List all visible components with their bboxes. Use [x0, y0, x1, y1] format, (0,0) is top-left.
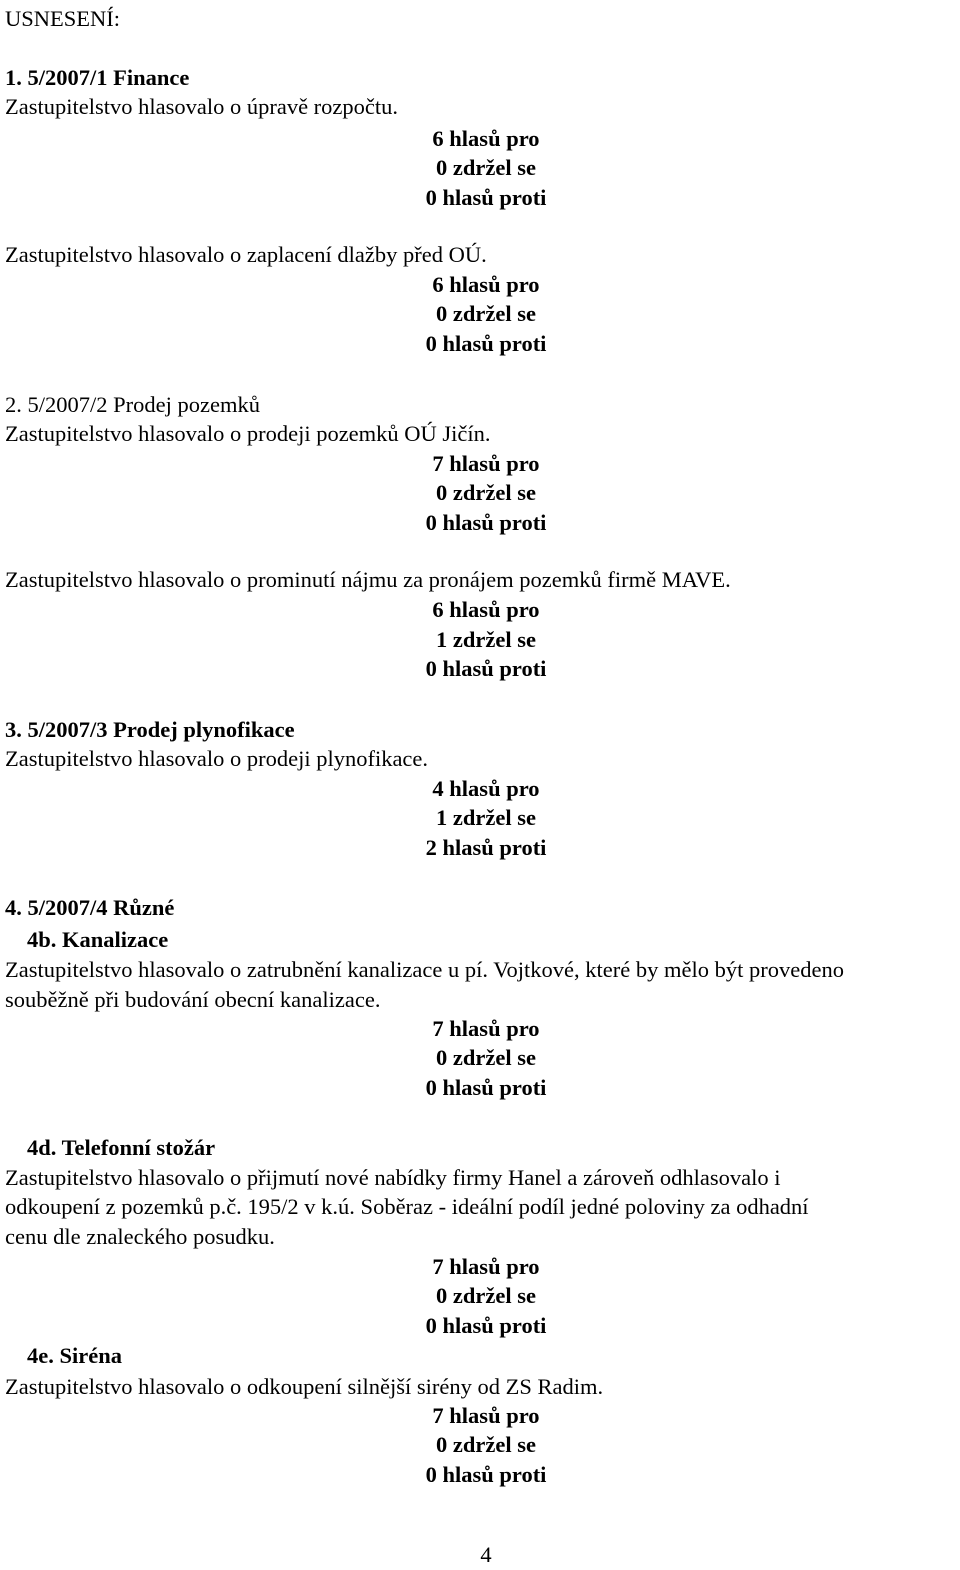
- vote-abstain: 0 zdržel se: [436, 1045, 536, 1070]
- vote-for: 7 hlasů pro: [432, 451, 540, 476]
- vote-against: 0 hlasů proti: [425, 510, 547, 535]
- vote-for: 6 hlasů pro: [432, 126, 540, 151]
- vote-for: 6 hlasů pro: [432, 597, 540, 622]
- vote-for: 6 hlasů pro: [432, 272, 540, 297]
- section-3-title: 3. 5/2007/3 Prodej plynofikace: [5, 717, 295, 742]
- resolution-text: Zastupitelstvo hlasovalo o prominutí nájmu za pronájem pozemků firmě MAVE.: [5, 567, 731, 592]
- vote-for: 7 hlasů pro: [432, 1016, 540, 1041]
- vote-against: 0 hlasů proti: [425, 331, 547, 356]
- vote-abstain: 0 zdržel se: [436, 1283, 536, 1308]
- page-heading: USNESENÍ:: [5, 6, 121, 31]
- resolution-text: Zastupitelstvo hlasovalo o prodeji pozemků OÚ Jičín.: [5, 421, 491, 446]
- resolution-text: Zastupitelstvo hlasovalo o přijmutí nové nabídky firmy Hanel a zároveň odhlasovalo i: [5, 1165, 781, 1190]
- subsection-title: 4e. Siréna: [27, 1343, 122, 1368]
- resolution-text: cenu dle znaleckého posudku.: [5, 1224, 275, 1249]
- resolution-text: souběžně při budování obecní kanalizace.: [5, 987, 381, 1012]
- resolution-text: Zastupitelstvo hlasovalo o zatrubnění kanalizace u pí. Vojtkové, které by mělo být provedeno: [5, 957, 844, 982]
- vote-against: 0 hlasů proti: [425, 1462, 547, 1487]
- resolution-text: Zastupitelstvo hlasovalo o zaplacení dlažby před OÚ.: [5, 242, 487, 267]
- vote-for: 7 hlasů pro: [432, 1254, 540, 1279]
- subsection-title: 4b. Kanalizace: [27, 927, 169, 952]
- vote-abstain: 1 zdržel se: [436, 805, 536, 830]
- section-1-title: 1. 5/2007/1 Finance: [5, 65, 190, 90]
- vote-abstain: 1 zdržel se: [436, 627, 536, 652]
- resolution-text: Zastupitelstvo hlasovalo o prodeji plynofikace.: [5, 746, 429, 771]
- section-4-title: 4. 5/2007/4 Různé: [5, 895, 175, 920]
- vote-against: 0 hlasů proti: [425, 185, 547, 210]
- vote-for: 4 hlasů pro: [432, 776, 540, 801]
- vote-abstain: 0 zdržel se: [436, 301, 536, 326]
- vote-abstain: 0 zdržel se: [436, 1432, 536, 1457]
- vote-abstain: 0 zdržel se: [436, 155, 536, 180]
- section-2-title: 2. 5/2007/2 Prodej pozemků: [5, 392, 260, 417]
- vote-against: 0 hlasů proti: [425, 656, 547, 681]
- resolution-text: Zastupitelstvo hlasovalo o úpravě rozpočtu.: [5, 94, 399, 119]
- resolution-text: odkoupení z pozemků p.č. 195/2 v k.ú. Soběraz - ideální podíl jedné poloviny za odhadní: [5, 1194, 809, 1219]
- resolution-text: Zastupitelstvo hlasovalo o odkoupení silnější sirény od ZS Radim.: [5, 1374, 604, 1399]
- vote-against: 0 hlasů proti: [425, 1075, 547, 1100]
- vote-for: 7 hlasů pro: [432, 1403, 540, 1428]
- vote-abstain: 0 zdržel se: [436, 480, 536, 505]
- vote-against: 0 hlasů proti: [425, 1313, 547, 1338]
- vote-against: 2 hlasů proti: [425, 835, 547, 860]
- page-number: 4: [480, 1542, 492, 1567]
- subsection-title: 4d. Telefonní stožár: [27, 1135, 216, 1160]
